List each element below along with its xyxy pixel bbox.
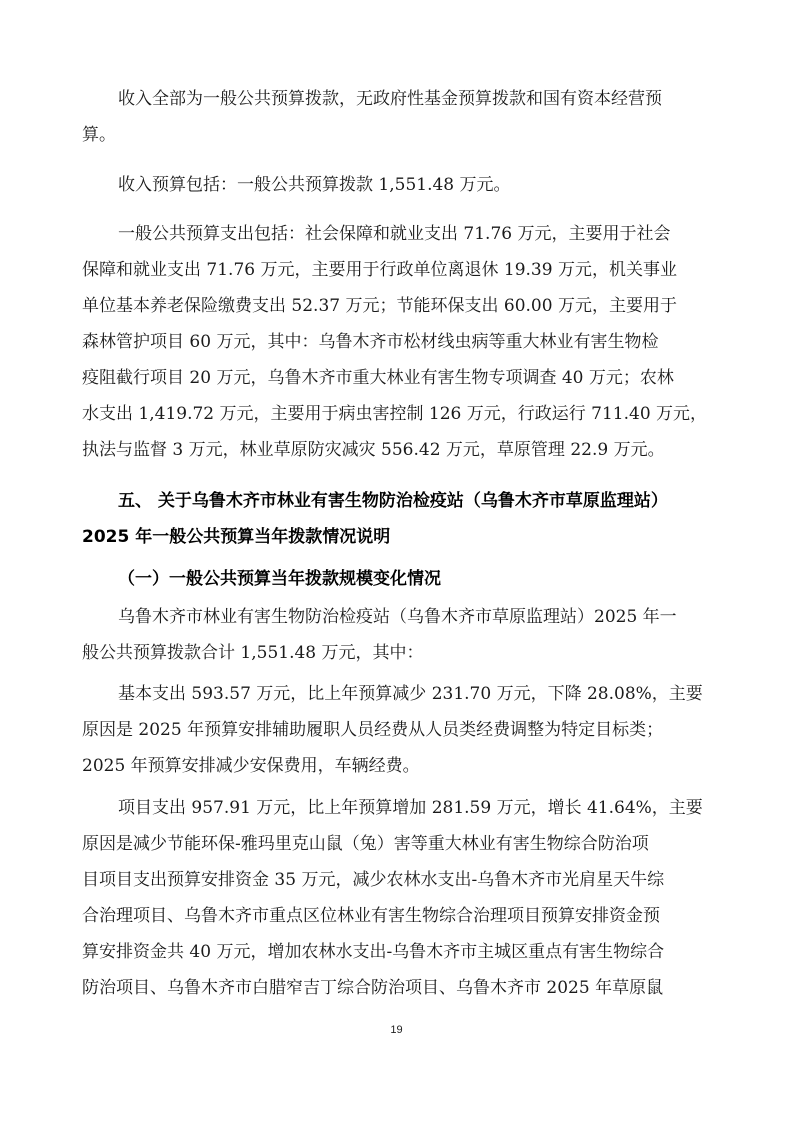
subsection-heading: （一）一般公共预算当年拨款规模变化情况 — [118, 569, 441, 589]
text-line: 乌鲁木齐市林业有害生物防治检疫站（乌鲁木齐市草原监理站）2025 年一 — [118, 607, 677, 627]
text-line: 森林管护项目 60 万元，其中：乌鲁木齐市松材线虫病等重大林业有害生物检 — [82, 332, 659, 352]
text-line: 目项目支出预算安排资金 35 万元，减少农林水支出-乌鲁木齐市光肩星天牛综 — [82, 870, 665, 890]
text-line: 般公共预算拨款合计 1,551.48 万元，其中： — [82, 643, 424, 663]
text-line: 收入预算包括：一般公共预算拨款 1,551.48 万元。 — [118, 175, 511, 195]
section-heading: 五、 关于乌鲁木齐市林业有害生物防治检疫站（乌鲁木齐市草原监理站） — [118, 491, 668, 511]
text-line: 一般公共预算支出包括：社会保障和就业支出 71.76 万元，主要用于社会 — [118, 224, 671, 244]
text-line: 单位基本养老保险缴费支出 52.37 万元；节能环保支出 60.00 万元，主要用于 — [82, 296, 677, 316]
text-line: 收入全部为一般公共预算拨款，无政府性基金预算拨款和国有资本经营预 — [118, 89, 662, 109]
text-line: 项目支出 957.91 万元，比上年预算增加 281.59 万元，增长 41.64%，主要 — [118, 798, 703, 818]
text-line: 保障和就业支出 71.76 万元，主要用于行政单位离退休 19.39 万元，机关事业 — [82, 260, 677, 280]
text-line: 合治理项目、乌鲁木齐市重点区位林业有害生物综合治理项目预算安排资金预 — [82, 906, 660, 926]
text-line: 执法与监督 3 万元，林业草原防灾减灾 556.42 万元，草原管理 22.9 万元。 — [82, 440, 665, 460]
text-line: 疫阻截行项目 20 万元，乌鲁木齐市重大林业有害生物专项调查 40 万元；农林 — [82, 368, 674, 388]
text-line: 原因是 2025 年预算安排辅助履职人员经费从人员类经费调整为特定目标类； — [82, 720, 664, 740]
text-line: 算安排资金共 40 万元，增加农林水支出-乌鲁木齐市主城区重点有害生物综合 — [82, 942, 665, 962]
text-line: 2025 年预算安排减少安保费用，车辆经费。 — [82, 756, 420, 776]
text-line: 防治项目、乌鲁木齐市白腊窄吉丁综合防治项目、乌鲁木齐市 2025 年草原鼠 — [82, 978, 664, 998]
text-line: 基本支出 593.57 万元，比上年预算减少 231.70 万元，下降 28.08%，主要 — [118, 684, 703, 704]
page-number: 19 — [390, 1024, 403, 1036]
text-line: 算。 — [82, 125, 116, 145]
text-line: 原因是减少节能环保-雅玛里克山鼠（兔）害等重大林业有害生物综合防治项 — [82, 834, 649, 854]
text-line: 水支出 1,419.72 万元，主要用于病虫害控制 126 万元，行政运行 711.40 万元， — [82, 404, 708, 424]
section-heading: 2025 年一般公共预算当年拨款情况说明 — [82, 527, 391, 547]
